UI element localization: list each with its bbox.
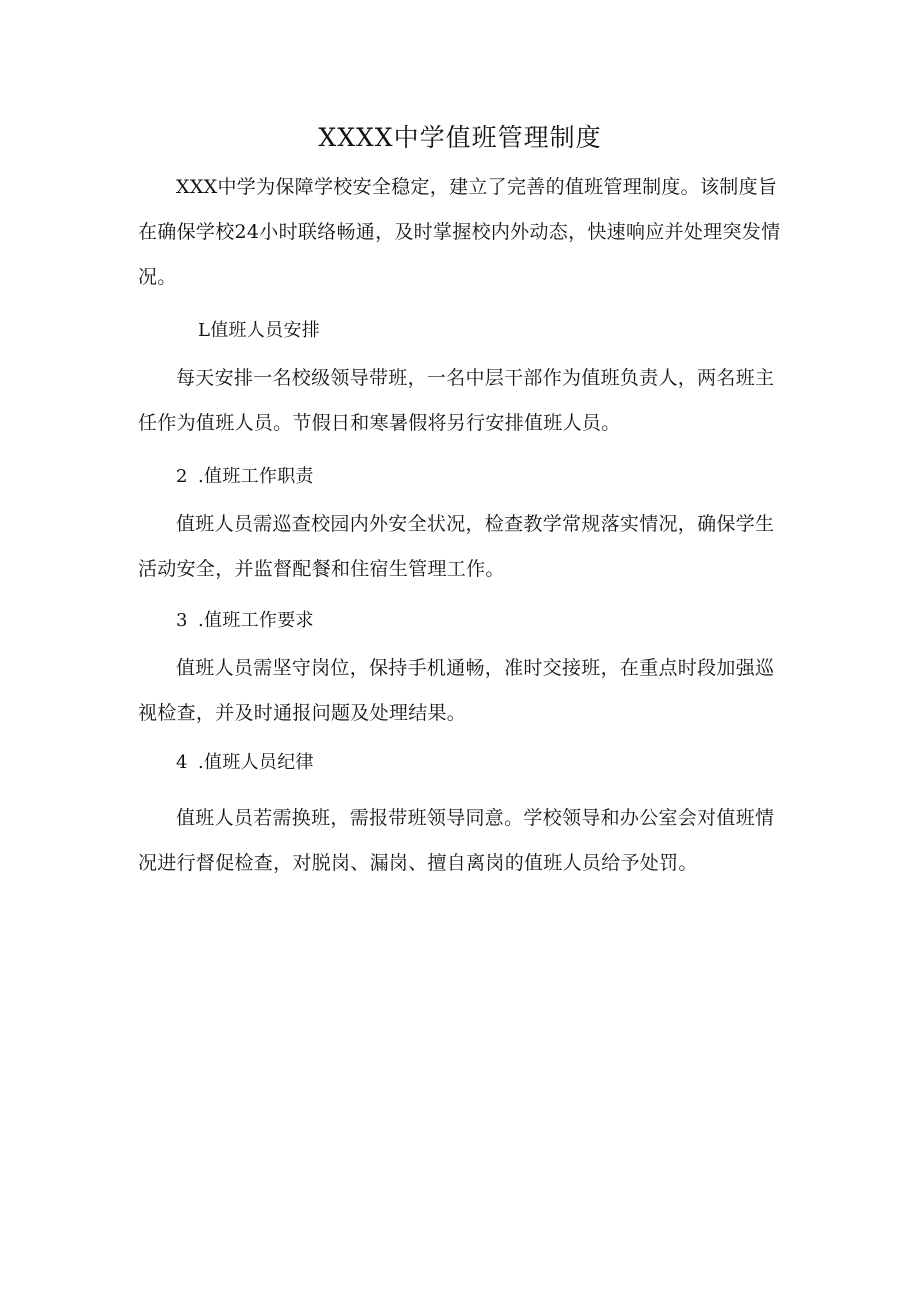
- section-2-heading-text: .值班工作职责: [198, 466, 314, 487]
- intro-text: XXX中学为保障学校安全稳定，建立了完善的值班管理制度。该制度旨在确保学校24小时联络畅通，及时掌握校内外动态，快速响应并处理突发情况。: [138, 176, 781, 288]
- section-4-heading: [176, 748, 314, 778]
- section-1-body: 每天安排一名校级领导带班，一名中层干部作为值班负责人，两名班主任作为值班人员。节假日和寒暑假将另行安排值班人员。: [138, 367, 775, 434]
- section-3-number: 3: [176, 610, 188, 631]
- section-2-heading: [176, 462, 314, 492]
- section-2-body: 值班人员需巡查校园内外安全状况，检查教学常规落实情况，确保学生活动安全，并监督配餐和住宿生管理工作。: [138, 513, 775, 580]
- section-2-paragraph: [138, 502, 786, 592]
- section-2-number: 2: [176, 466, 188, 487]
- document-title: XXXX中学值班管理制度: [318, 123, 602, 152]
- section-4-body: 值班人员若需换班，需报带班领导同意。学校领导和办公室会对值班情况进行督促检查，对脱岗、漏岗、擅自离岗的值班人员给予处罚。: [138, 807, 775, 874]
- section-4-paragraph: [138, 796, 786, 886]
- section-4-heading-text: .值班人员纪律: [198, 752, 314, 773]
- section-3-heading: [176, 606, 314, 636]
- intro-paragraph: [138, 165, 786, 300]
- section-3-body: 值班人员需坚守岗位，保持手机通畅，准时交接班，在重点时段加强巡视检查，并及时通报问题及处理结果。: [138, 657, 775, 724]
- section-3-paragraph: [138, 646, 786, 736]
- section-4-number: 4: [176, 752, 188, 773]
- section-1-heading: [176, 316, 320, 346]
- section-1-paragraph: [138, 356, 786, 446]
- section-1-heading-text: L值班人员安排: [198, 320, 321, 341]
- section-3-heading-text: .值班工作要求: [198, 610, 314, 631]
